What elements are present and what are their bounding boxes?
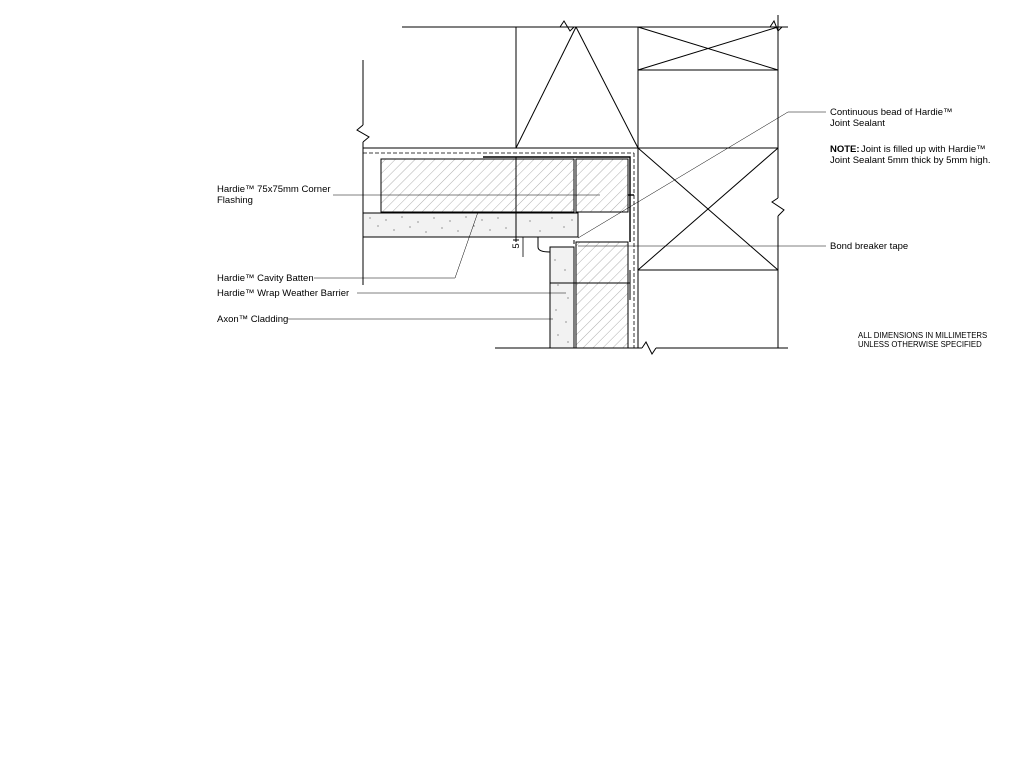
cavity-battens xyxy=(381,159,628,348)
cladding-label: Axon™ Cladding xyxy=(217,314,289,325)
note-prefix: NOTE: xyxy=(830,144,860,155)
wrap-barrier-label: Hardie™ Wrap Weather Barrier xyxy=(217,288,350,299)
note-text-line1: Joint is filled up with Hardie™ xyxy=(861,144,986,155)
cavity-batten-label: Hardie™ Cavity Batten xyxy=(217,273,314,284)
dimensions-note-line1: ALL DIMENSIONS IN MILLIMETERS xyxy=(858,331,988,340)
corner-flashing-label-line1: Hardie™ 75x75mm Corner xyxy=(217,184,331,195)
corner-flashing-label-line2: Flashing xyxy=(217,195,253,206)
joint-sealant-label-line1: Continuous bead of Hardie™ xyxy=(830,107,953,118)
dimensions-note-line2: UNLESS OTHERWISE SPECIFIED xyxy=(858,340,982,349)
dimension-value: 5 xyxy=(511,243,522,249)
bond-tape-label: Bond breaker tape xyxy=(830,241,909,252)
joint-sealant-label-line2: Joint Sealant xyxy=(830,118,885,129)
note-text-line2: Joint Sealant 5mm thick by 5mm high. xyxy=(830,155,991,166)
